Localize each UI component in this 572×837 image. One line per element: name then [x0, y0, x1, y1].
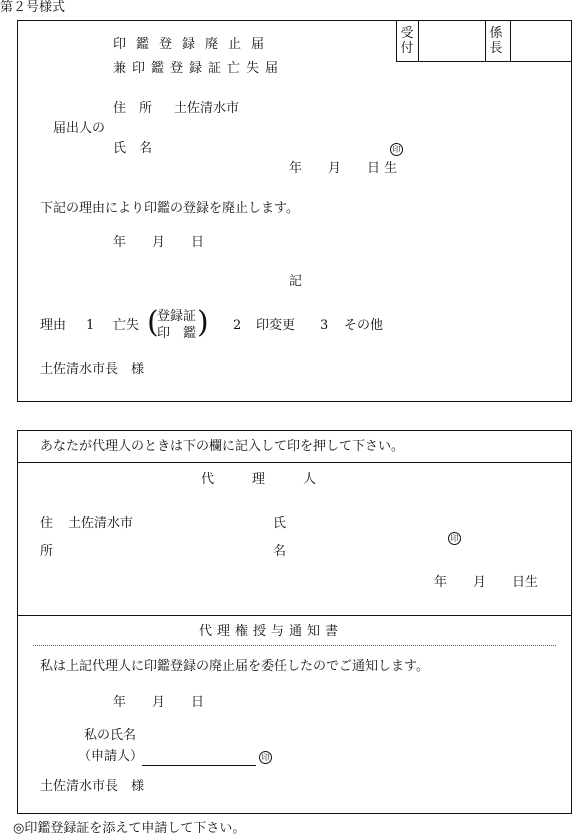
notice-my-name-label: 私の氏名	[84, 728, 137, 743]
proxy-divider-middle	[17, 615, 572, 616]
statement-text: 下記の理由により印鑑の登録を廃止します。	[40, 201, 299, 216]
proxy-name-label-bottom: 名	[273, 544, 287, 559]
office-divider-2	[485, 20, 486, 62]
applicant-signature-line	[142, 765, 256, 766]
office-use-box	[396, 20, 572, 62]
notice-seal-mark: 印	[259, 751, 272, 764]
office-divider-1	[418, 20, 419, 62]
reason-number-1: 1	[86, 318, 95, 333]
upper-addressee: 土佐清水市長 様	[40, 362, 145, 377]
submission-date-label: 年 月 日	[113, 235, 205, 250]
reason-sub-seal: 印 鑑	[157, 326, 197, 341]
form-title-line1: 印鑑登録廃止届	[113, 37, 275, 52]
form-number-label: 第２号様式	[0, 0, 66, 15]
staff-label: 係長	[489, 26, 503, 56]
form-title-line2: 兼印鑑登録証亡失届	[113, 61, 285, 76]
proxy-title: 代 理 人	[201, 472, 321, 487]
notice-text: 私は上記代理人に印鑑登録の廃止届を委任したのでご通知します。	[40, 659, 429, 674]
office-divider-3	[510, 20, 511, 62]
proxy-seal-mark: 印	[448, 532, 461, 545]
reason-loss: 亡失	[113, 318, 140, 333]
notice-title: 代理権授与通知書	[199, 624, 344, 639]
proxy-birth-label: 年 月 日生	[434, 575, 539, 590]
proxy-address-label-top: 住	[40, 516, 54, 531]
reason-number-2: 2	[233, 318, 242, 333]
proxy-instruction: あなたが代理人のときは下の欄に記入して印を押して下さい。	[40, 439, 405, 454]
proxy-divider-top	[17, 462, 572, 463]
applicant-address-value: 土佐清水市	[174, 101, 240, 116]
notice-title-dotted-rule	[33, 645, 556, 646]
proxy-address-value: 土佐清水市	[68, 516, 134, 531]
notice-addressee: 土佐清水市長 様	[40, 779, 145, 794]
footer-note: ◎印鑑登録証を添えて申請して下さい。	[13, 821, 246, 836]
proxy-address-label-bottom: 所	[40, 544, 54, 559]
applicant-name-label: 氏 名	[113, 141, 153, 156]
notice-applicant-label: （申請人）	[78, 749, 144, 764]
notice-date-label: 年 月 日	[113, 695, 205, 710]
proxy-name-label-top: 氏	[273, 516, 287, 531]
reason-other: その他	[344, 318, 384, 333]
applicant-address-label: 住 所	[113, 101, 153, 116]
reason-paren-left: (	[147, 305, 159, 340]
reason-sub-certificate: 登録証	[157, 309, 197, 324]
reason-number-3: 3	[320, 318, 329, 333]
reason-label: 理由	[40, 318, 67, 333]
reason-change: 印変更	[256, 318, 296, 333]
applicant-birth-label: 年 月 日 生	[289, 161, 398, 176]
applicant-seal-mark: 印	[390, 143, 403, 156]
applicant-group-label: 届出人の	[53, 121, 106, 136]
ki-label: 記	[289, 274, 303, 289]
reason-paren-right: )	[197, 305, 209, 340]
received-label: 受付	[400, 26, 414, 56]
